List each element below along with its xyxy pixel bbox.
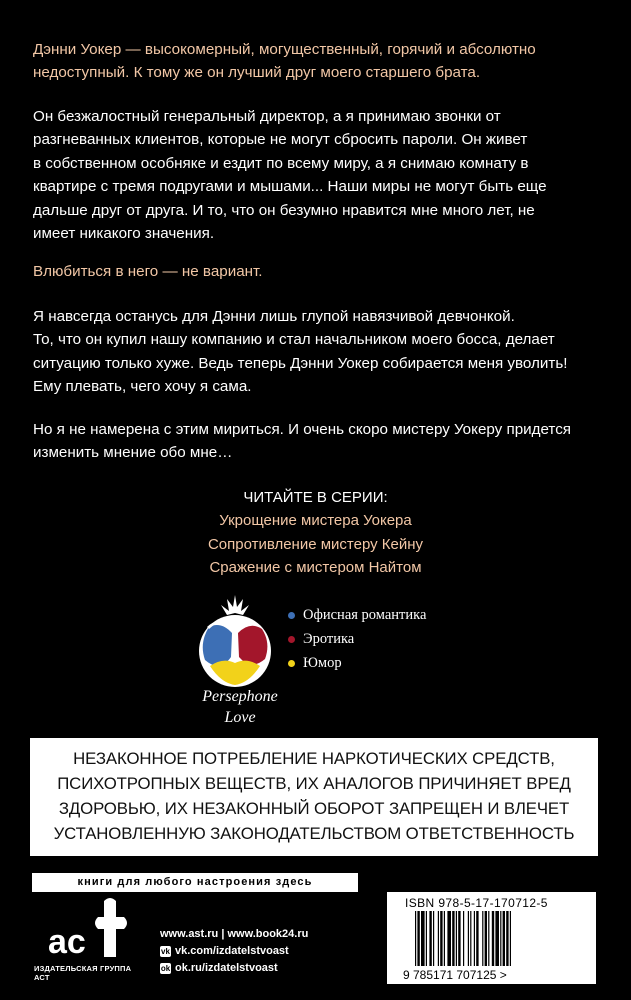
blurb-line: дальше друг от друга. И то, что он безумно нравится мне много лет, не	[33, 201, 535, 219]
series-heading: ЧИТАЙТЕ В СЕРИИ:	[243, 489, 388, 506]
blurb-paragraph-4	[33, 305, 593, 399]
ok-link[interactable]	[160, 960, 308, 977]
publisher-links	[160, 926, 308, 977]
vk-icon: vk	[161, 947, 170, 956]
genre-label: Эротика	[303, 631, 355, 647]
blurb-tagline	[33, 260, 593, 283]
warning-line: НЕЗАКОННОЕ ПОТРЕБЛЕНИЕ НАРКОТИЧЕСКИХ СРЕДСТВ,	[73, 749, 555, 768]
barcode-bar	[506, 911, 508, 966]
barcode-bar	[470, 911, 471, 966]
barcode-bar	[447, 911, 451, 966]
blurb-line: Ему плевать, чего хочу я сама.	[33, 378, 252, 396]
circle-icon	[288, 660, 295, 667]
websites-link[interactable]: www.ast.ru | www.book24.ru	[160, 928, 309, 940]
series-title: Сопротивление мистеру Кейну	[207, 535, 424, 553]
genre-item	[288, 651, 426, 675]
blurb-line: ситуацию только хуже. Ведь теперь Дэнни Уокер собирается меня уволить!	[33, 354, 568, 372]
barcode-bar	[474, 911, 475, 966]
barcode-bar	[492, 911, 494, 966]
vk-link-label: vk.com/izdatelstvoast	[175, 945, 289, 957]
barcode-bar	[456, 911, 457, 966]
blurb-paragraph-5	[33, 418, 593, 465]
barcode-bar	[440, 911, 442, 966]
blurb-line: Дэнни Уокер — высокомерный, могущественный, горячий и абсолютно	[33, 41, 536, 58]
blurb-paragraph-2	[33, 105, 593, 245]
publisher-slogan: книги для любого настроения здесь	[32, 873, 358, 892]
isbn-label: ISBN 978-5-17-170712-5	[405, 896, 548, 910]
logo-text: ac	[48, 923, 86, 961]
barcode-bar	[463, 911, 464, 966]
blurb-line: квартире с тремя подругами и мышами... Наши миры не могут быть еще	[33, 178, 547, 196]
barcode-bar	[452, 911, 454, 966]
ok-icon: ok	[160, 964, 171, 973]
vk-link[interactable]	[160, 943, 308, 960]
barcode-digits: 9 785171 707125 >	[403, 968, 507, 981]
barcode-bar	[488, 911, 489, 966]
warning-line: УСТАНОВЛЕННУЮ ЗАКОНОДАТЕЛЬСТВОМ ОТВЕТСТВЕННОСТЬ	[53, 824, 575, 843]
barcode-bar	[433, 911, 434, 966]
genre-legend	[288, 603, 426, 675]
series-title: Сражение с мистером Найтом	[209, 559, 422, 577]
blurb-line: в собственном особняке и ездит по всему миру, а я снимаю комнату в	[33, 154, 529, 172]
series-list	[0, 486, 631, 580]
barcode-bar	[503, 911, 505, 966]
barcode-bar	[482, 911, 483, 966]
genre-item	[288, 603, 426, 627]
barcode-bar	[500, 911, 501, 966]
warning-line: ПСИХОТРОПНЫХ ВЕЩЕСТВ, ИХ АНАЛОГОВ ПРИЧИНЯЕТ ВРЕД	[57, 774, 571, 793]
barcode-bar	[438, 911, 439, 966]
genre-label: Юмор	[303, 655, 342, 671]
blurb-line: То, что он купил нашу компанию и стал начальником моего босса, делает	[33, 331, 555, 349]
barcode-bar	[415, 911, 416, 966]
barcode-bar	[495, 911, 499, 966]
barcode-bar	[510, 911, 511, 966]
genre-item	[288, 627, 426, 651]
barcode-bar	[485, 911, 487, 966]
barcode-bar	[417, 911, 419, 966]
publisher-caption: ИЗДАТЕЛЬСКАЯ ГРУППА АСТ	[34, 964, 132, 982]
barcode-icon	[403, 911, 581, 981]
genre-label: Офисная романтика	[303, 607, 427, 623]
brand-name	[182, 686, 298, 728]
blurb-line: имеет никакого значения.	[33, 225, 215, 243]
barcode-bar	[429, 911, 431, 966]
circle-icon	[288, 636, 295, 643]
blurb-line: разгневанных клиентов, которые не могут сбросить пароли. Он живет	[33, 131, 528, 149]
warning-line: ЗДОРОВЬЮ, ИХ НЕЗАКОННЫЙ ОБОРОТ ЗАПРЕЩЕН И ВЛЕЧЕТ	[58, 799, 570, 818]
barcode-bar	[468, 911, 469, 966]
series-title: Укрощение мистера Уокера	[219, 512, 412, 530]
isbn-barcode-box	[387, 892, 596, 984]
ok-link-label: ok.ru/izdatelstvoast	[175, 962, 278, 974]
brand-line: Persephone	[202, 688, 278, 705]
blurb-line: Но я не намерена с этим мириться. И очень скоро мистеру Уокеру придется	[33, 421, 572, 438]
brand-line: Love	[224, 709, 256, 726]
blurb-line: недоступный. К тому же он лучший друг моего старшего брата.	[33, 64, 481, 82]
blurb-line: Я навсегда останусь для Дэнни лишь глупой навязчивой девчонкой.	[33, 308, 515, 325]
blurb-intro	[33, 38, 593, 85]
barcode-bar	[476, 911, 478, 966]
barcode-bar	[421, 911, 425, 966]
blurb-line: изменить мнение обо мне…	[33, 444, 233, 462]
barcode-bar	[458, 911, 460, 966]
blurb-line: Влюбиться в него — не вариант.	[33, 263, 263, 280]
barcode-bar	[426, 911, 427, 966]
circle-icon	[288, 612, 295, 619]
barcode-bar	[444, 911, 445, 966]
legal-warning	[30, 738, 598, 856]
blurb-line: Он безжалостный генеральный директор, а я принимаю звонки от	[33, 108, 501, 125]
